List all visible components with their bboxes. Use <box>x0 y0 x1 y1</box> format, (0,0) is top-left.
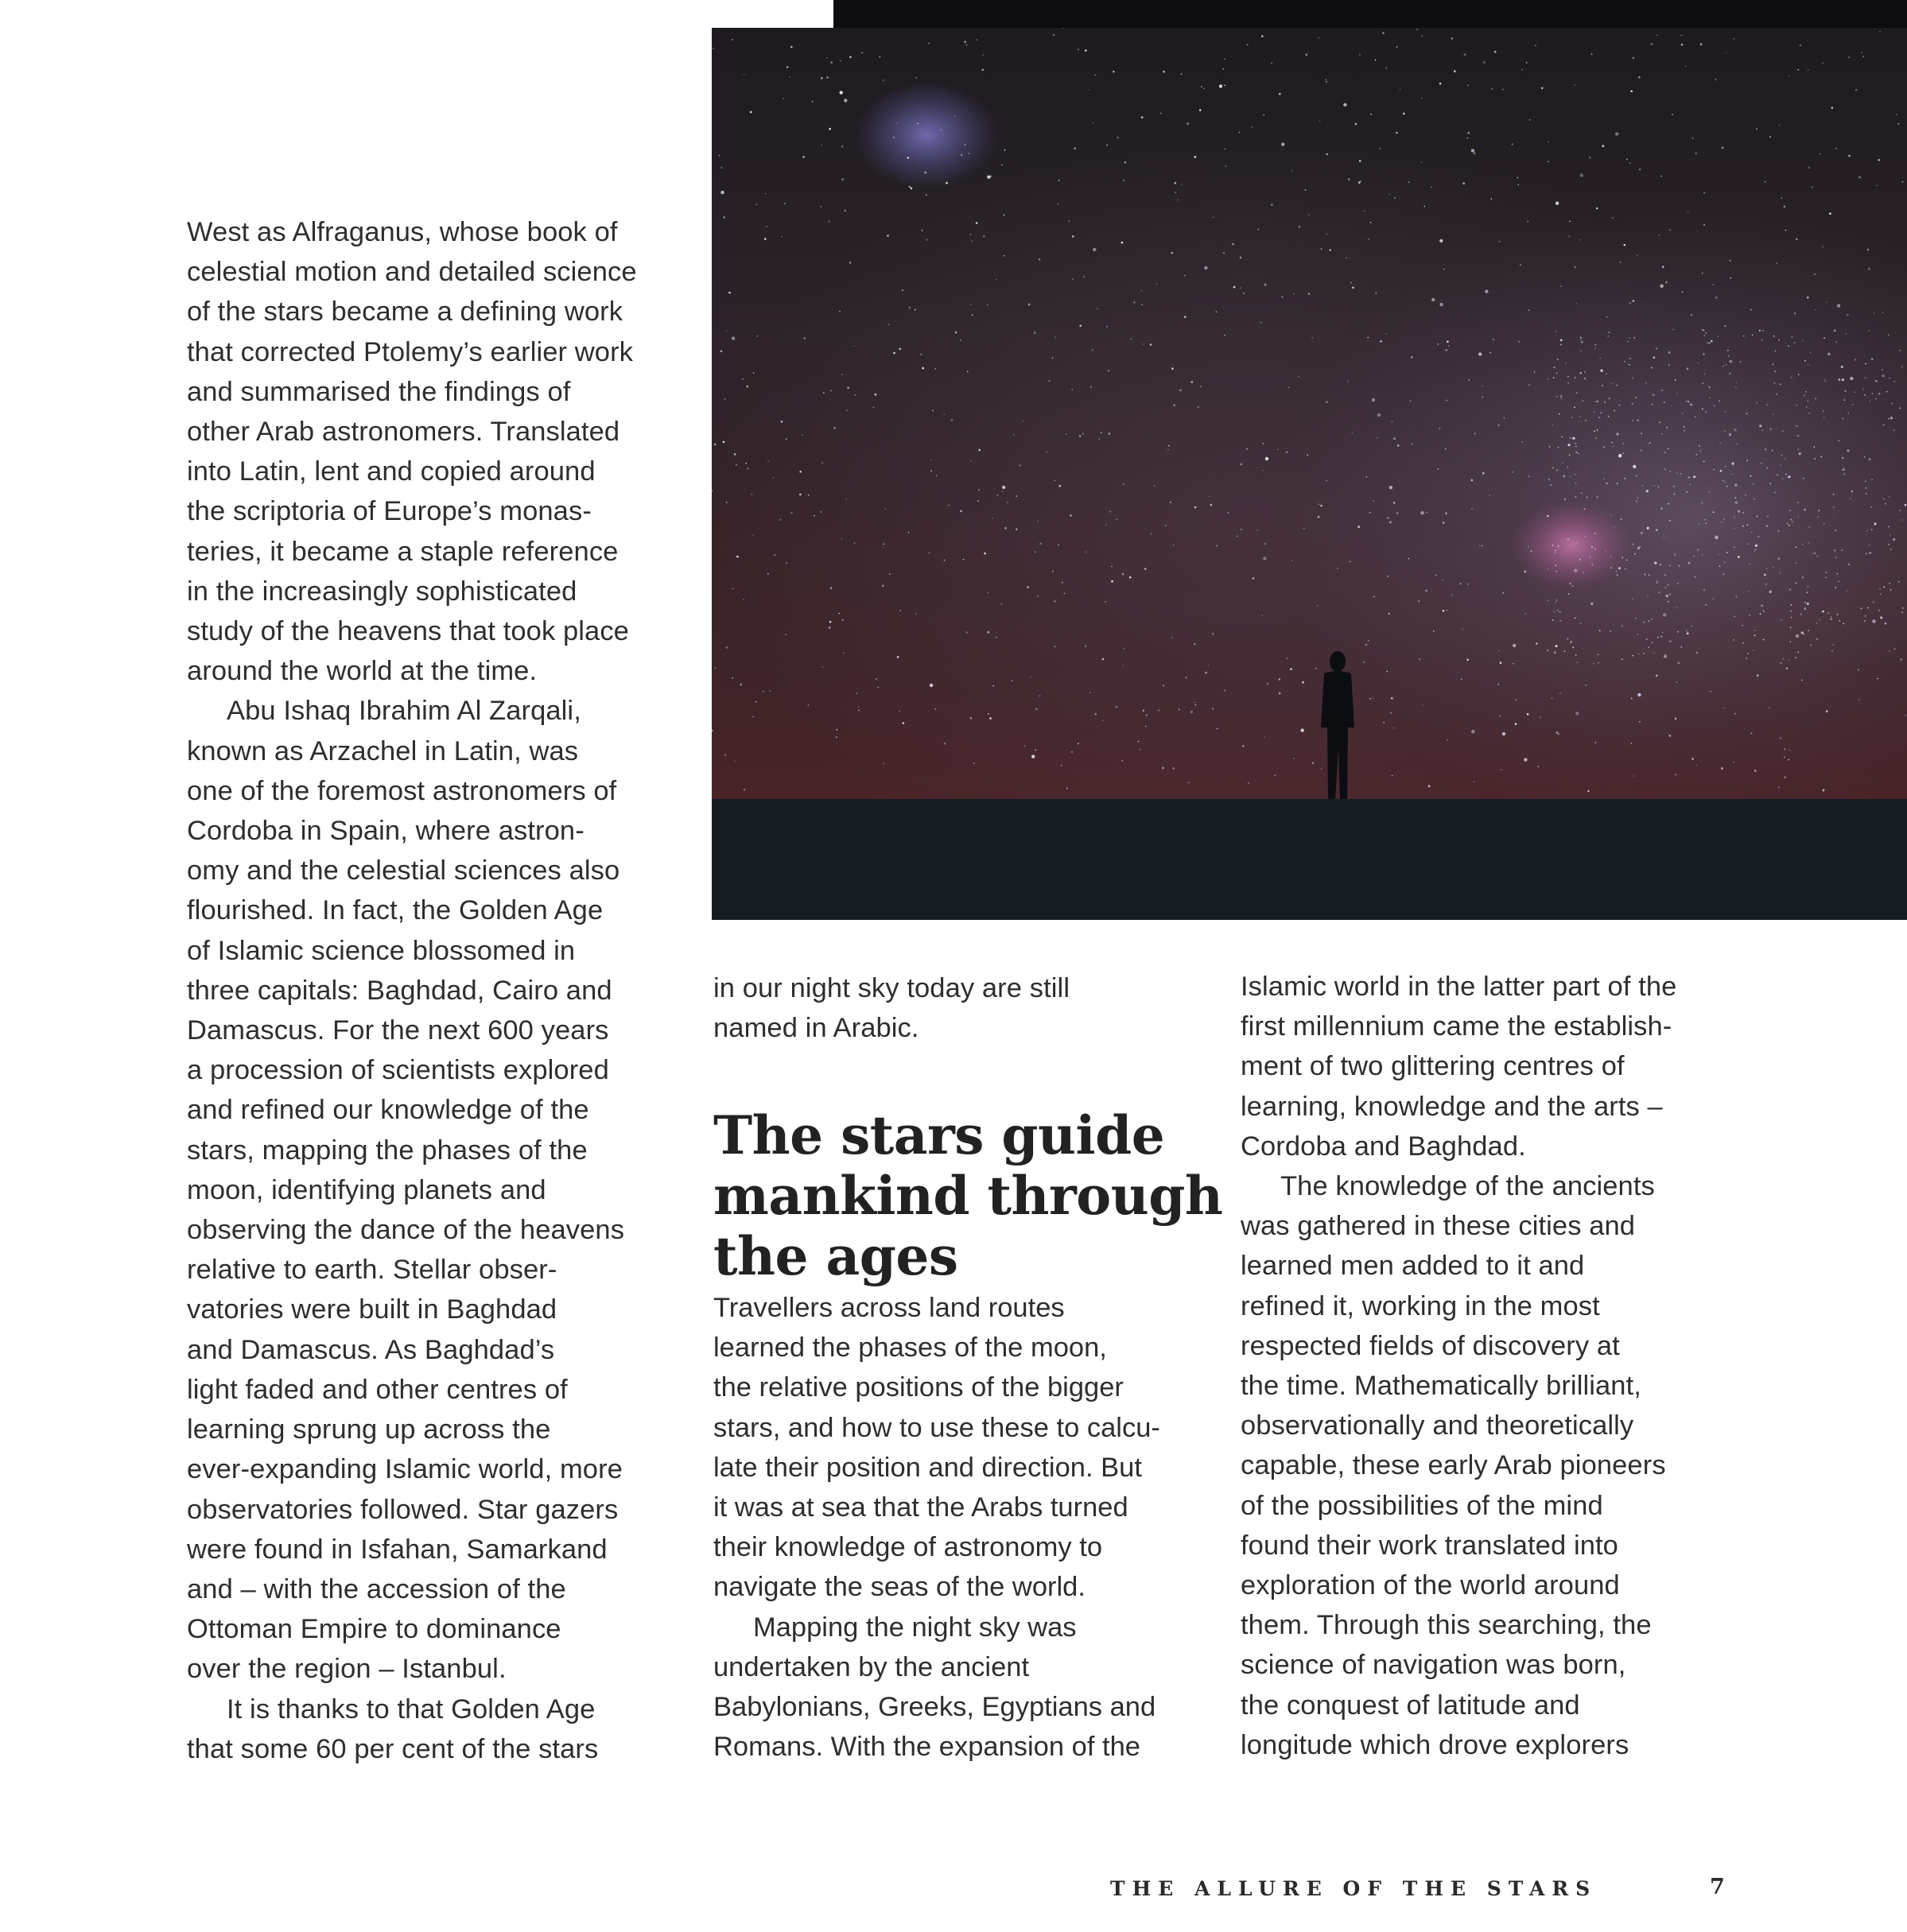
article-column-2-body <box>713 1288 1198 1767</box>
headline-line: mankind through <box>713 1165 1223 1227</box>
text-line: first millennium came the establish- <box>1241 1011 1672 1042</box>
text-line: three capitals: Baghdad, Cairo and <box>187 975 612 1006</box>
text-line: Cordoba in Spain, where astron- <box>187 816 585 847</box>
text-line: known as Arzachel in Latin, was <box>187 735 579 766</box>
column3-paragraph-1 <box>1241 967 1742 1166</box>
horizon-ground <box>712 799 1907 920</box>
text-line: them. Through this searching, the <box>1241 1610 1652 1641</box>
text-line: that some 60 per cent of the stars <box>187 1733 599 1764</box>
article-column-1 <box>187 212 676 1769</box>
text-line: were found in Isfahan, Samarkand <box>187 1534 608 1565</box>
text-line: of the stars became a defining work <box>187 297 623 328</box>
text-line: teries, it became a staple reference <box>187 536 619 567</box>
text-line: and refined our knowledge of the <box>187 1095 589 1126</box>
text-line: Babylonians, Greeks, Egyptians and <box>713 1692 1156 1723</box>
text-line: the relative positions of the bigger <box>713 1372 1124 1403</box>
text-line: the conquest of latitude and <box>1241 1690 1580 1721</box>
text-line: their knowledge of astronomy to <box>713 1532 1103 1563</box>
starry-sky-image <box>712 28 1907 920</box>
text-line: that corrected Ptolemy’s earlier work <box>187 336 634 367</box>
night-sky-photo <box>712 28 1907 920</box>
text-line: ever-expanding Islamic world, more <box>187 1454 623 1485</box>
text-line: navigate the seas of the world. <box>713 1572 1086 1603</box>
text-line: stars, mapping the phases of the <box>187 1135 588 1166</box>
text-line: light faded and other centres of <box>187 1374 568 1405</box>
photo-top-edge <box>833 0 1907 28</box>
text-line: longitude which drove explorers <box>1241 1729 1629 1760</box>
text-line: found their work translated into <box>1241 1530 1618 1561</box>
column2-continuation <box>713 968 1198 1048</box>
text-line: It is thanks to that Golden Age <box>227 1693 596 1724</box>
text-line: exploration of the world around <box>1241 1570 1620 1601</box>
text-line: and – with the accession of the <box>187 1573 566 1604</box>
headline-line: The stars guide <box>713 1104 1165 1166</box>
text-line: study of the heavens that took place <box>187 616 629 647</box>
text-line: capable, these early Arab pioneers <box>1241 1450 1666 1481</box>
text-line: vatories were built in Baghdad <box>187 1294 557 1325</box>
text-line: respected fields of discovery at <box>1241 1330 1620 1361</box>
text-line: and summarised the findings of <box>187 376 571 407</box>
text-line: Damascus. For the next 600 years <box>187 1015 609 1046</box>
text-line: ment of two glittering centres of <box>1241 1051 1625 1082</box>
text-line: one of the foremost astronomers of <box>187 775 617 806</box>
text-line: other Arab astronomers. Translated <box>187 417 620 448</box>
text-line: Travellers across land routes <box>713 1293 1065 1323</box>
column1-paragraph-1 <box>187 212 676 691</box>
text-line: relative to earth. Stellar obser- <box>187 1255 557 1286</box>
text-line: in our night sky today are still <box>713 973 1070 1003</box>
text-line: refined it, working in the most <box>1241 1290 1600 1321</box>
text-line: Abu Ishaq Ibrahim Al Zarqali, <box>227 696 581 727</box>
article-column-3 <box>1241 967 1742 1765</box>
text-line: over the region – Istanbul. <box>187 1654 507 1685</box>
column1-paragraph-2 <box>187 691 676 1689</box>
text-line: the time. Mathematically brilliant, <box>1241 1371 1641 1402</box>
text-line: Cordoba and Baghdad. <box>1241 1131 1526 1162</box>
text-line: was gathered in these cities and <box>1241 1211 1636 1242</box>
text-line: moon, identifying planets and <box>187 1174 546 1205</box>
text-line: flourished. In fact, the Golden Age <box>187 895 604 926</box>
text-line: it was at sea that the Arabs turned <box>713 1492 1128 1523</box>
column2-paragraph-2 <box>713 1608 1198 1767</box>
text-line: science of navigation was born, <box>1241 1650 1626 1681</box>
text-line: West as Alfraganus, whose book of <box>187 217 618 247</box>
column3-paragraph-2 <box>1241 1166 1742 1765</box>
text-line: omy and the celestial sciences also <box>187 855 620 886</box>
text-line: The knowledge of the ancients <box>1280 1171 1655 1202</box>
column2-paragraph-1 <box>713 1288 1198 1608</box>
text-line: learned the phases of the moon, <box>713 1333 1107 1364</box>
text-line: Ottoman Empire to dominance <box>187 1614 561 1645</box>
text-line: learned men added to it and <box>1241 1251 1585 1282</box>
text-line: observing the dance of the heavens <box>187 1215 625 1246</box>
text-line: Mapping the night sky was <box>753 1612 1077 1643</box>
text-line: late their position and direction. But <box>713 1452 1142 1483</box>
section-headline <box>713 1105 1222 1286</box>
text-line: of Islamic science blossomed in <box>187 935 576 966</box>
text-line: named in Arabic. <box>713 1013 919 1044</box>
text-line: learning, knowledge and the arts – <box>1241 1091 1663 1122</box>
text-line: learning sprung up across the <box>187 1414 551 1445</box>
text-line: Romans. With the expansion of the <box>713 1732 1140 1763</box>
text-line: observationally and theoretically <box>1241 1410 1634 1441</box>
text-line: Islamic world in the latter part of the <box>1241 972 1677 1002</box>
text-line: stars, and how to use these to calcu- <box>713 1412 1160 1443</box>
running-footer-title: THE ALLURE OF THE STARS <box>1110 1877 1598 1900</box>
text-line: of the possibilities of the mind <box>1241 1490 1603 1521</box>
page-number: 7 <box>1710 1875 1725 1899</box>
text-line: around the world at the time. <box>187 656 538 687</box>
text-line: and Damascus. As Baghdad’s <box>187 1334 555 1365</box>
text-line: the scriptoria of Europe’s monas- <box>187 496 592 527</box>
text-line: celestial motion and detailed science <box>187 257 637 288</box>
text-line: observatories followed. Star gazers <box>187 1494 619 1525</box>
text-line: in the increasingly sophisticated <box>187 576 577 607</box>
text-line: undertaken by the ancient <box>713 1651 1030 1682</box>
text-line: a procession of scientists explored <box>187 1055 609 1086</box>
headline-line: the ages <box>713 1225 958 1287</box>
column1-paragraph-3 <box>187 1690 676 1769</box>
article-column-2 <box>713 968 1198 1048</box>
text-line: into Latin, lent and copied around <box>187 456 596 487</box>
